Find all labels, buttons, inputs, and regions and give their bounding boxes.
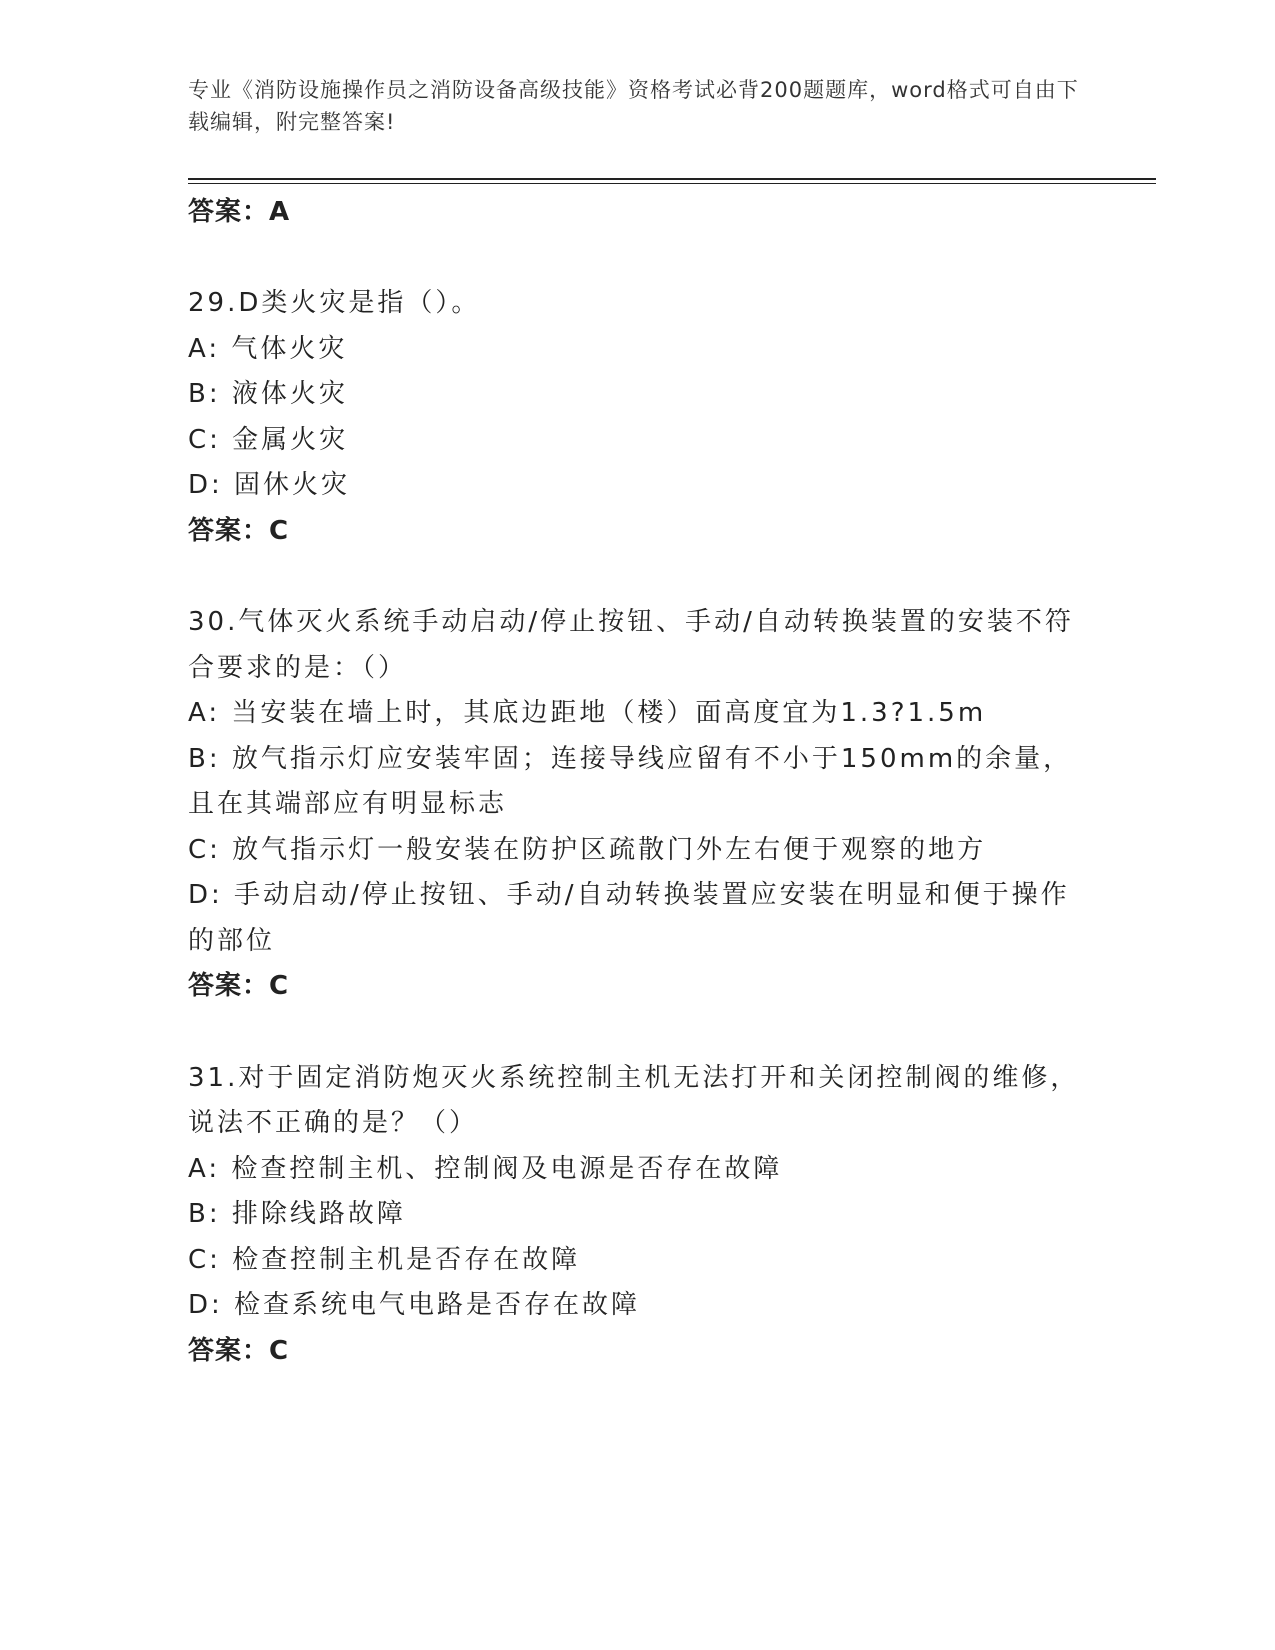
option-a: A: 检查控制主机、控制阀及电源是否存在故障 <box>188 1153 783 1184</box>
answer-31: 答案：C <box>188 1335 290 1366</box>
answer-30: 答案：C <box>188 971 290 1001</box>
page-header: 专业《消防设施操作员之消防设备高级技能》资格考试必背200题题库，word格式可自由下载编辑，附完整答案! <box>188 78 1079 134</box>
spacer <box>188 554 1088 600</box>
option-d: D: 固休火灾 <box>188 470 351 500</box>
question-31 <box>188 1056 1088 1375</box>
option-a: A: 当安装在墙上时，其底边距地（楼）面高度宜为1.3?1.5m <box>188 698 987 728</box>
option-c: C: 检查控制主机是否存在故障 <box>188 1244 581 1275</box>
option-b: B: 放气指示灯应安装牢固；连接导线应留有不小于150mm的余量，且在其端部应有明显标志 <box>188 743 1073 819</box>
header-divider-thick <box>188 178 1156 180</box>
option-b: B: 排除线路故障 <box>188 1199 406 1229</box>
question-stem: 31.对于固定消防炮灭火系统控制主机无法打开和关闭控制阀的维修，说法不正确的是？（） <box>188 1062 1080 1138</box>
question-29 <box>188 281 1088 554</box>
option-d: D: 手动启动/停止按钮、手动/自动转换装置应安装在明显和便于操作的部位 <box>188 880 1070 956</box>
header-divider-thin <box>188 183 1156 184</box>
option-c: C: 金属火灾 <box>188 424 349 455</box>
option-d: D: 检查系统电气电路是否存在故障 <box>188 1290 641 1320</box>
answer-29: 答案：C <box>188 515 290 546</box>
spacer <box>188 236 1088 282</box>
spacer <box>188 1010 1088 1056</box>
question-content <box>188 190 1088 1374</box>
option-b: B: 液体火灾 <box>188 379 348 409</box>
question-stem: 29.D类火灾是指（）。 <box>188 288 481 318</box>
question-stem: 30.气体灭火系统手动启动/停止按钮、手动/自动转换装置的安装不符合要求的是：（） <box>188 607 1074 683</box>
answer-28: 答案：A <box>188 197 291 227</box>
option-a: A: 气体火灾 <box>188 333 348 364</box>
option-c: C: 放气指示灯一般安装在防护区疏散门外左右便于观察的地方 <box>188 834 987 865</box>
question-30 <box>188 600 1088 1010</box>
